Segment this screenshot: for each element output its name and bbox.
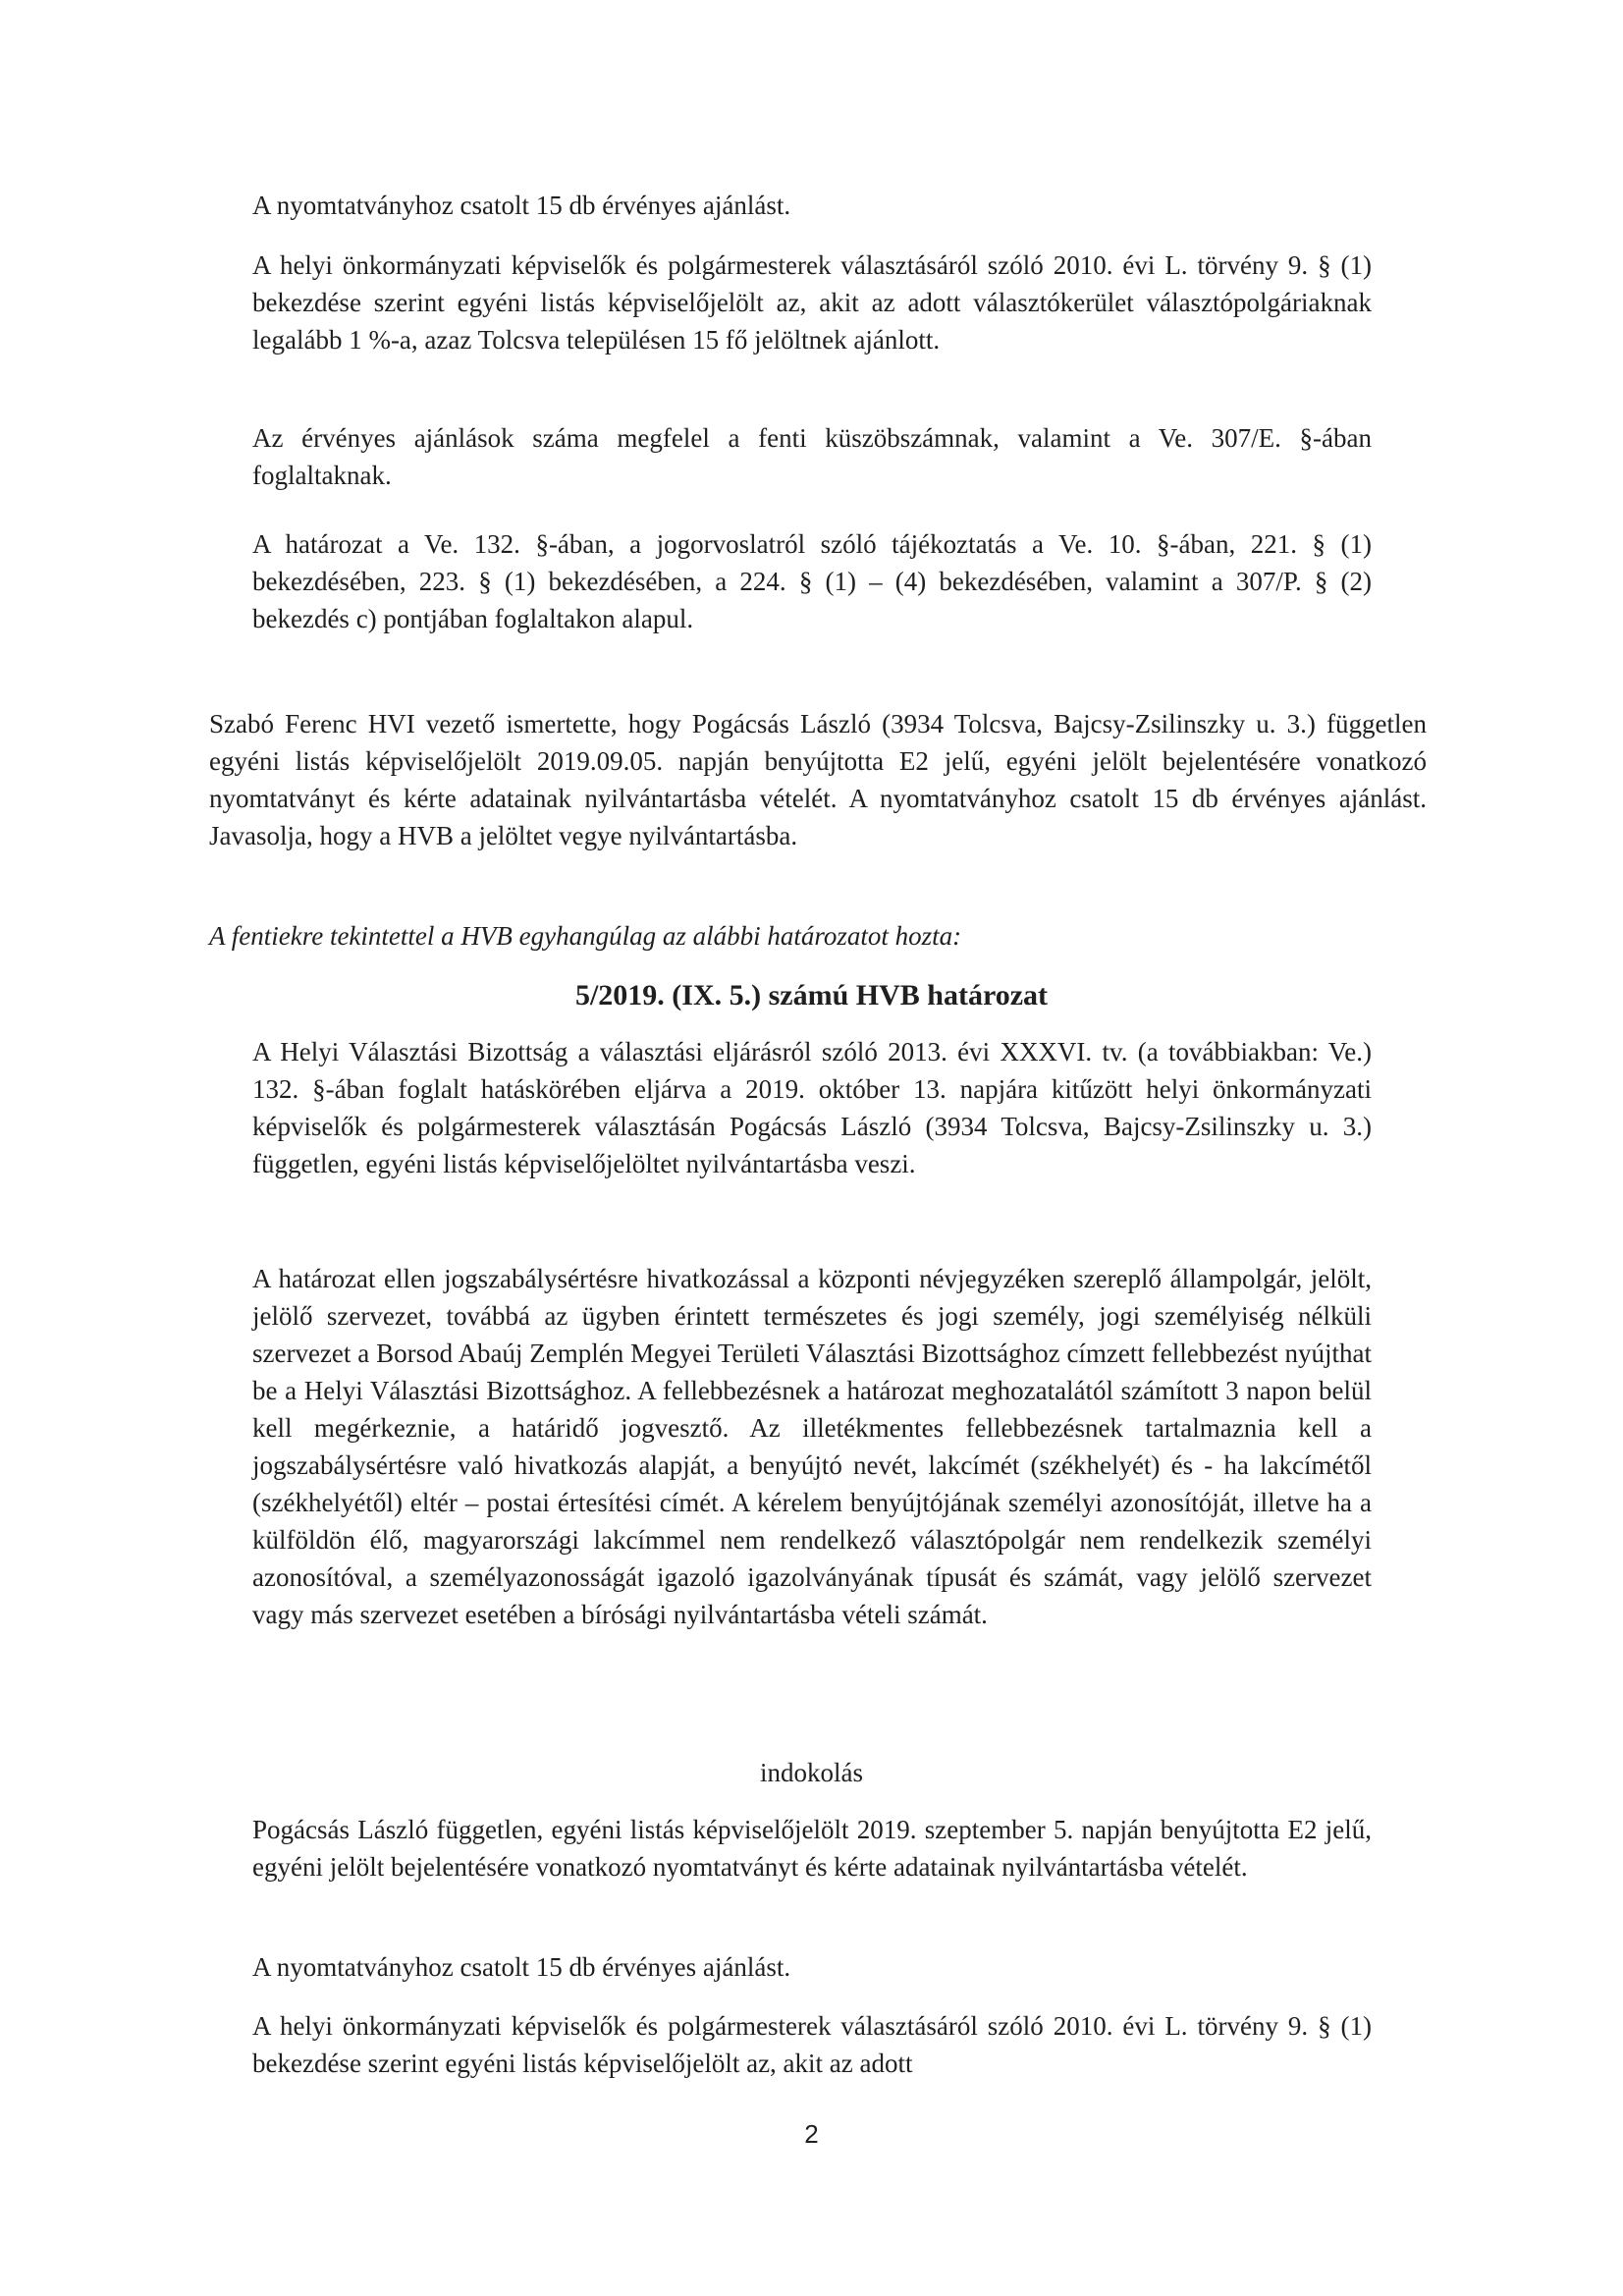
decision-title: 5/2019. (IX. 5.) számú HVB határozat bbox=[574, 979, 1049, 1011]
paragraph-reasoning-attachments: A nyomtatványhoz csatolt 15 db érvényes ajánlást. bbox=[252, 1952, 791, 1982]
paragraph-threshold: Az érvényes ajánlások száma megfelel a fenti küszöbszámnak, valamint a Ve. 307/E. §-ában foglaltaknak. bbox=[252, 423, 1372, 490]
paragraph-appeal: A határozat ellen jogszabálysértésre hivatkozással a központi névjegyzéken szereplő állampolgár, jelölt, jelölő szervezet, továbbá az ügyben érintett természetes és jogi személy, jogi személyiség nélküli szervezet a Borsod Abaúj Zemplén Megyei Területi Választási Bizottsághoz címzett fellebbezést nyújthat be a Helyi Választási Bizottsághoz. A fellebbezésnek a határozat meghozatalától számított 3 napon belül kell megérkeznie, a határidő jogvesztő. Az illetékmentes fellebbezésnek tartalmaznia kell a jogszabálysértésre való hivatkozás alapját, a benyújtó nevét, lakcímét (székhelyét) és - ha lakcímétől (székhelyétől) eltér – postai értesítési címét. A kérelem benyújtójának személyi azonosítóját, illetve ha a külföldön élő, magyarországi lakcímmel nem rendelkező választópolgár nem rendelkezik személyi azonosítóval, a személyazonosságát igazoló igazolványának típusát és számát, vagy jelölő szervezet vagy más szervezet esetében a bírósági nyilvántartásba vételi számát. bbox=[252, 1264, 1372, 1629]
paragraph-intro: Szabó Ferenc HVI vezető ismertette, hogy Pogácsás László (3934 Tolcsva, Bajcsy-Zsilinszky u. 3.) független egyéni listás képviselőjelölt 2019.09.05. napján benyújtotta E2 jelű, egyéni jelölt bejelentésére vonatkozó nyomtatványt és kérte adatainak nyilvántartásba vételét. A nyomtatványhoz csatolt 15 db érvényes ajánlást. Javasolja, hogy a HVB a jelöltet vegye nyilvántartásba. bbox=[209, 709, 1427, 850]
page-number: 2 bbox=[804, 2119, 819, 2149]
paragraph-decision-basis: A határozat a Ve. 132. §-ában, a jogorvoslatról szóló tájékoztatás a Ve. 10. §-ában, 221. § (1) bekezdésében, 223. § (1) bekezdésében, a 224. § (1) – (4) bekezdésében, valamint a 307/P. § (2) bekezdés c) pontjában foglaltakon alapul. bbox=[252, 529, 1372, 633]
paragraph-attachments: A nyomtatványhoz csatolt 15 db érvényes ajánlást. bbox=[252, 191, 791, 220]
paragraph-decision: A Helyi Választási Bizottság a választási eljárásról szóló 2013. évi XXXVI. tv. (a továbbiakban: Ve.) 132. §-ában foglalt hatáskörében eljárva a 2019. október 13. napjára kitűzött helyi önkormányzati képviselők és polgármesterek választásán Pogácsás László (3934 Tolcsva, Bajcsy-Zsilinszky u. 3.) független, egyéni listás képviselőjelöltet nyilvántartásba veszi. bbox=[252, 1037, 1372, 1178]
reasoning-heading: indokolás bbox=[760, 1758, 863, 1787]
paragraph-reasoning-submission: Pogácsás László független, egyéni listás képviselőjelölt 2019. szeptember 5. napján benyújtotta E2 jelű, egyéni jelölt bejelentésére vonatkozó nyomtatványt és kérte adatainak nyilvántartásba vételét. bbox=[252, 1815, 1372, 1882]
decision-intro: A fentiekre tekintettel a HVB egyhangúlag az alábbi határozatot hozta: bbox=[209, 921, 962, 951]
paragraph-legal-basis: A helyi önkormányzati képviselők és polgármesterek választásáról szóló 2010. évi L. törvény 9. § (1) bekezdése szerint egyéni listás képviselőjelölt az, akit az adott választókerület választópolgáriaknak legalább 1 %-a, azaz Tolcsva településen 15 fő jelöltnek ajánlott. bbox=[252, 250, 1372, 355]
paragraph-reasoning-legal: A helyi önkormányzati képviselők és polgármesterek választásáról szóló 2010. évi L. törvény 9. § (1) bekezdése szerint egyéni listás képviselőjelölt az, akit az adott bbox=[252, 2011, 1372, 2078]
